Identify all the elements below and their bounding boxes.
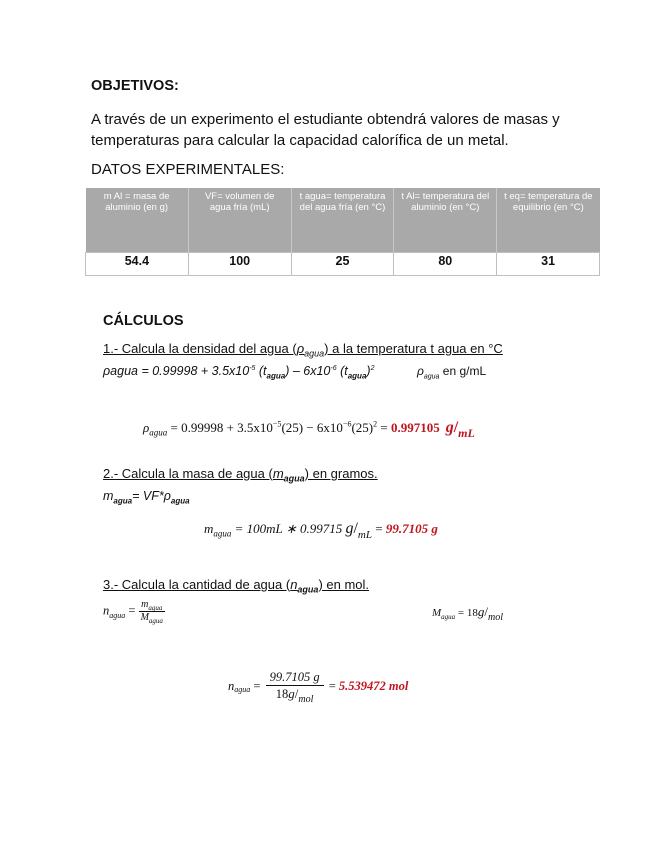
table-row [86,253,600,276]
calc-2-lhs: m [204,521,214,536]
result-1-value: 0.997105 [390,420,440,435]
calc-3-lhs: n [228,678,235,693]
calc-3-den-unit-den: mol [298,693,314,705]
section-3-heading-text: 3.- Calcula la cantidad de agua ( [103,577,291,592]
section-1-rho-sub: agua [304,348,325,359]
formula-1-exp-c: 2 [370,364,375,372]
value-m-al: 54.4 [86,253,189,276]
section-1-unit-note [417,364,487,381]
formula-2-rest: = VF*ρ [132,489,171,503]
value-vf: 100 [188,253,291,276]
calc-2-eq: = [371,521,386,536]
molar-lhs: M [432,607,442,619]
formula-3-den: M [140,612,149,623]
unit-rho-sub: agua [423,373,440,381]
formula-3-num-sub: agua [148,604,163,612]
calc-2-unit-den: mL [357,529,372,541]
calculos-title: CÁLCULOS [103,313,184,329]
header-m-al: m Al = masa de aluminio (en g) [86,188,189,253]
formula-2-rho-sub: agua [170,496,190,506]
datos-title: DATOS EXPERIMENTALES: [91,161,285,178]
section-3-heading [103,577,370,595]
formula-2-m-sub: agua [113,496,133,506]
formula-1-exp-a: -5 [249,364,256,372]
molar-unit-num: g [477,604,485,619]
calc-1-lhs-sub: agua [149,427,168,438]
section-3-n: n [290,577,298,592]
section-1-calculation: $\rho_{agua} = 0.99998 + 3.5x10^{-5}(25) - 6x10^{-6}(25)^2 = 0.997105$ g/mL [143,419,475,440]
formula-1-part-d: (t [336,364,348,378]
formula-1-sub-b: agua [347,371,367,381]
result-1-unit-den: mL [458,426,475,440]
result-2-value: 99.7105 g [385,521,438,536]
section-1-heading-text: 1.- Calcula la densidad del agua ( [103,341,297,356]
formula-1-part-c: ) – 6x10 [285,364,331,378]
unit-rho: ρ [417,364,424,378]
calc-3-fraction: $\frac{99.7105 g}{18g/_{mol}}$ [266,669,324,704]
calc-3-num: 99.7105 g [269,669,320,684]
formula-1-part-a: ρagua = 0.99998 + 3.5x10 [103,364,250,378]
value-t-eq: 31 [497,253,600,276]
molar-lhs-sub: agua [441,613,456,622]
calc-3-eq: = [250,678,264,693]
molar-unit-den: mol [488,612,504,623]
result-3-value: 5.539472 mol [338,678,409,693]
section-2-heading [103,466,378,484]
formula-1-part-b: (t [255,364,267,378]
section-3-heading-end: ) en mol. [318,577,370,592]
result-1-unit-num: g [445,419,454,436]
formula-1-sub-a: agua [266,371,286,381]
section-3-formula [103,599,165,624]
value-t-agua: 25 [291,253,394,276]
section-2-m: m [272,466,284,481]
formula-2-m: m [103,489,114,503]
unit-text: en g/mL [439,364,487,378]
calc-1-exp-c: 2 [373,419,378,429]
formula-3-eq: = [125,603,139,618]
molar-eq: = 18 [455,607,478,619]
header-vf: VF= volumen de agua fría (mL) [188,188,291,253]
section-1-heading-end: ) a la temperatura t agua en °C [324,341,503,356]
calc-1-expr-a: = 0.99998 + 3.5x10 [167,420,273,435]
calc-1-exp-a: −5 [272,419,282,429]
section-3-calculation: n $_{agua}$ = $\frac{99.7105 g}{18g/_{mol}}$ = 5.539472 mol [228,669,409,705]
calc-2-lhs-sub: agua [213,528,232,539]
section-1-formula [103,364,375,381]
calc-1-exp-b: −6 [342,419,352,429]
calc-3-den-pre: 18 [275,686,289,701]
objetivos-line-1: A través de un experimento el estudiante obtendrá valores de masas y [91,111,560,128]
section-1-heading [103,341,503,359]
section-2-formula [103,489,190,506]
header-t-agua: t agua= temperatura del agua fría (en °C) [291,188,394,253]
header-t-eq: t eq= temperatura de equilibrio (en °C) [497,188,600,253]
table-header-row [86,188,600,253]
header-t-al: t Al= temperatura del aluminio (en °C) [394,188,497,253]
objetivos-line-2: temperaturas para calcular la capacidad calorífica de un metal. [91,132,509,149]
section-2-m-sub: agua [283,473,305,484]
calc-1-eq: = [377,420,391,435]
formula-1-part-e: ) [366,364,371,378]
formula-3-den-sub: agua [148,617,163,625]
calc-2-unit-num: g [345,520,354,537]
calc-3-eq2: = [325,678,339,693]
section-3-n-sub: agua [297,584,319,595]
calc-3-den-unit-num: g [288,685,295,701]
value-t-al: 80 [394,253,497,276]
formula-1-exp-b: -6 [330,364,337,372]
formula-3-lhs: n [103,603,110,618]
molar-mass-note: $M_{agua} = 18g/mol$ [432,604,504,623]
section-2-heading-end: ) en gramos. [304,466,378,481]
formula-3-fraction [139,599,165,624]
section-2-calculation: $m_{agua} = 100mL$ ∗ 0.99715 $g/_{mL} = 99.7105$ g [204,520,438,541]
calc-1-lhs: ρ [143,420,150,435]
objetivos-text [91,109,560,151]
calc-1-expr-c: (25) [351,420,374,435]
calc-2-expr: = 100mL ∗ 0.99715 [231,521,346,536]
calc-1-expr-b: (25) − 6x10 [281,420,343,435]
section-1-rho: ρ [296,341,305,356]
section-2-heading-text: 2.- Calcula la masa de agua ( [103,466,273,481]
formula-3-num: m [141,599,149,610]
objetivos-title: OBJETIVOS: [91,78,179,94]
formula-3-lhs-sub: agua [109,610,126,620]
data-table [85,188,600,276]
